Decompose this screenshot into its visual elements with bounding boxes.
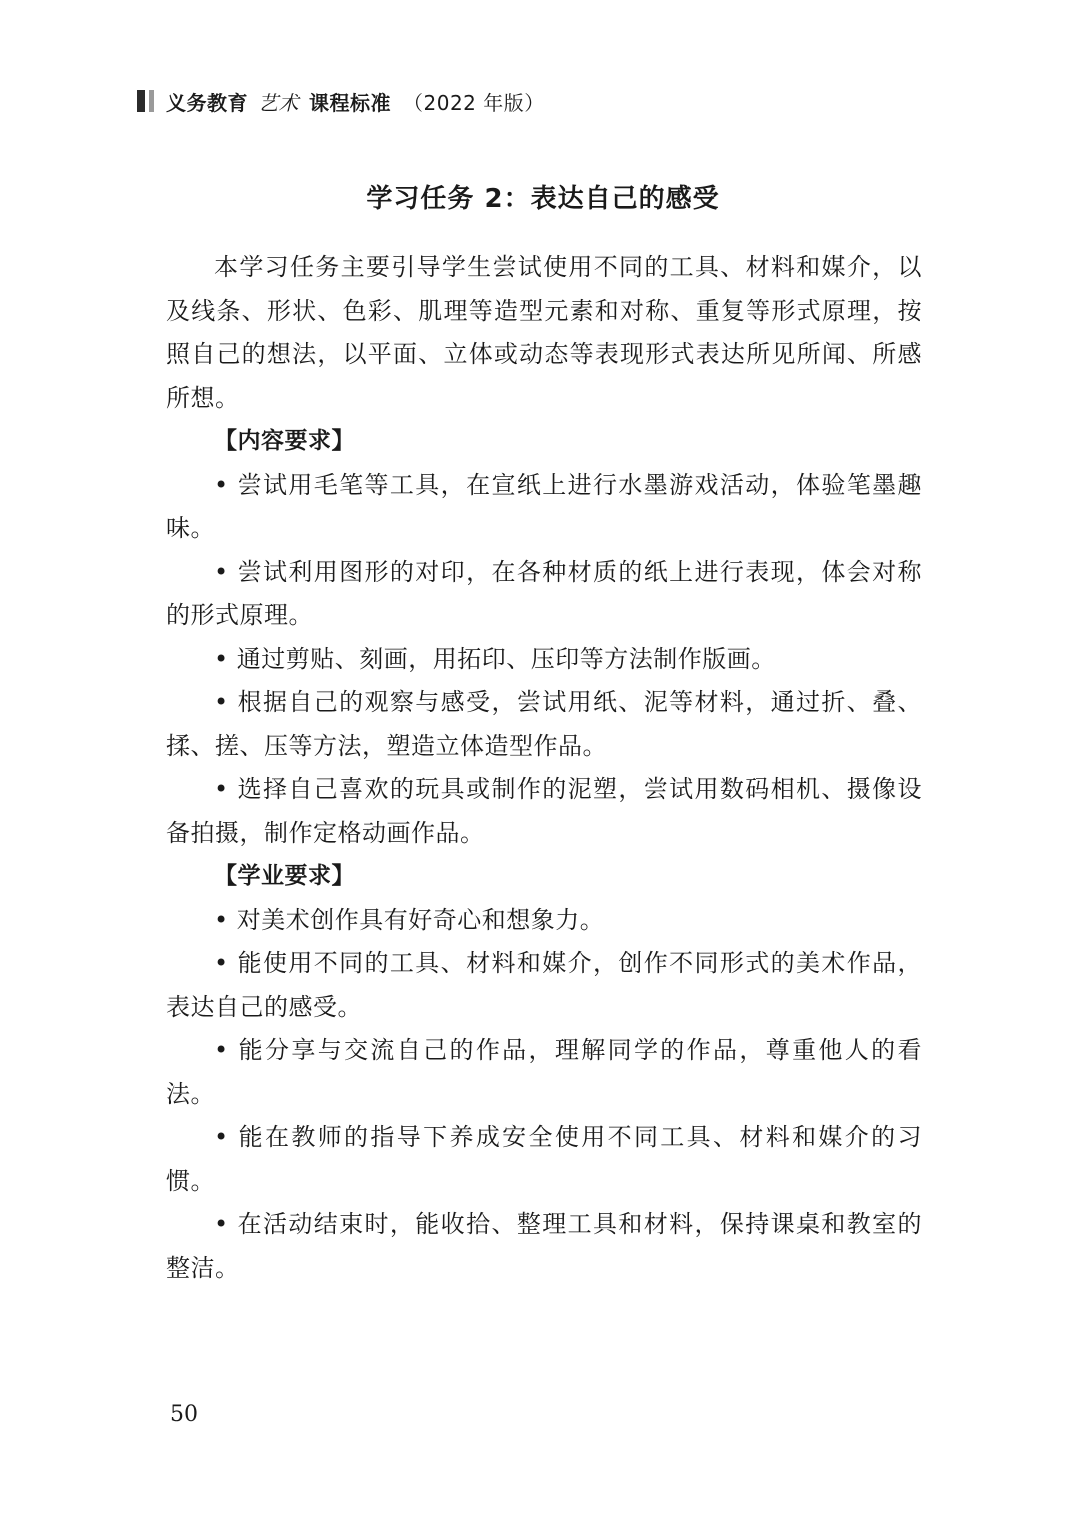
content-item-4: • 根据自己的观察与感受，尝试用纸、泥等材料，通过折、叠、揉、搓、压等方法，塑造立体造型作品。 [166, 688, 922, 760]
academic-item-3: • 能分享与交流自己的作品，理解同学的作品，尊重他人的看法。 [166, 1036, 922, 1108]
page-number: 50 [170, 1402, 198, 1427]
academic-requirements-heading: 【学业要求】 [214, 863, 355, 889]
running-header [137, 86, 545, 116]
academic-item-1: • 对美术创作具有好奇心和想象力。 [214, 905, 605, 934]
academic-item-5: • 在活动结束时，能收拾、整理工具和材料，保持课桌和教室的整洁。 [166, 1210, 922, 1282]
header-bars-icon [137, 90, 154, 112]
header-prefix: 义务教育 [166, 90, 248, 115]
header-edition: （2022 年版） [403, 90, 545, 115]
content-item-3: • 通过剪贴、刻画，用拓印、压印等方法制作版画。 [214, 644, 776, 673]
header-suffix: 课程标准 [309, 90, 391, 115]
content-item-1: • 尝试用毛笔等工具，在宣纸上进行水墨游戏活动，体验笔墨趣味。 [166, 470, 922, 542]
academic-item-2: • 能使用不同的工具、材料和媒介，创作不同形式的美术作品，表达自己的感受。 [166, 949, 922, 1021]
document-body [166, 246, 922, 1290]
intro-paragraph: 本学习任务主要引导学生尝试使用不同的工具、材料和媒介，以及线条、形状、色彩、肌理等造型元素和对称、重复等形式原理，按照自己的想法，以平面、立体或动态等表现形式表达所见所闻、所感所想。 [166, 253, 922, 412]
content-requirements-heading: 【内容要求】 [214, 428, 355, 454]
page-title: 学习任务 2：表达自己的感受 [366, 184, 720, 214]
academic-item-4: • 能在教师的指导下养成安全使用不同工具、材料和媒介的习惯。 [166, 1123, 922, 1195]
header-subject: 艺术 [258, 90, 299, 115]
content-item-2: • 尝试利用图形的对印，在各种材质的纸上进行表现，体会对称的形式原理。 [166, 557, 922, 629]
content-item-5: • 选择自己喜欢的玩具或制作的泥塑，尝试用数码相机、摄像设备拍摄，制作定格动画作品。 [166, 775, 922, 847]
